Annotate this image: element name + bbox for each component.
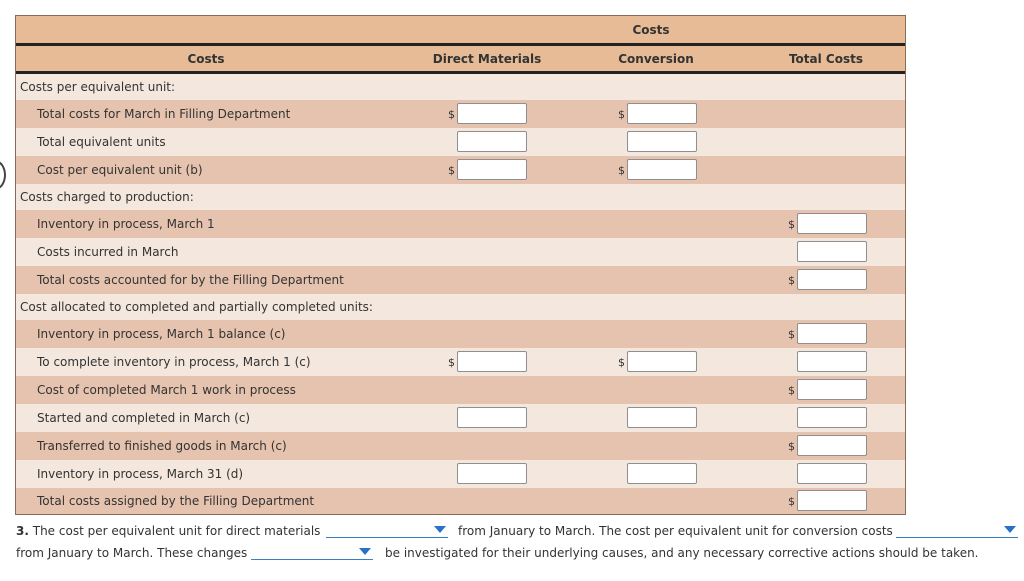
total-inventory-march31-input[interactable] <box>797 463 867 484</box>
chevron-down-icon <box>434 526 446 533</box>
dollar-sign: $ <box>448 356 455 369</box>
table-row <box>16 432 905 460</box>
row-label: Transferred to finished goods in March (c) <box>37 439 287 453</box>
question-number: 3. <box>16 524 29 538</box>
question-text-2: from January to March. The cost per equivalent unit for conversion costs <box>458 524 893 538</box>
dm-cost-per-unit-input[interactable] <box>457 159 527 180</box>
total-costs-assigned-input[interactable] <box>797 490 867 511</box>
partial-circle-decoration <box>0 160 6 190</box>
table-row <box>16 320 905 348</box>
conversion-change-dropdown[interactable] <box>896 521 1018 538</box>
table-row <box>16 488 905 514</box>
row-label: Inventory in process, March 1 balance (c) <box>37 327 286 341</box>
dollar-sign: $ <box>788 328 795 341</box>
header-group-row <box>16 16 905 43</box>
investigate-dropdown[interactable] <box>251 543 373 560</box>
row-label: Total costs assigned by the Filling Department <box>37 494 315 508</box>
dm-to-complete-input[interactable] <box>457 351 527 372</box>
dm-total-costs-input[interactable] <box>457 103 527 124</box>
conv-inventory-march31-input[interactable] <box>627 463 697 484</box>
row-label: Cost per equivalent unit (b) <box>37 163 203 177</box>
dollar-sign: $ <box>788 384 795 397</box>
question-3-line-1 <box>16 524 320 538</box>
table-row <box>16 128 905 156</box>
header-conversion: Conversion <box>618 52 694 66</box>
table-row <box>16 376 905 404</box>
section-row <box>16 184 905 210</box>
table-row <box>16 460 905 488</box>
conv-cost-per-unit-input[interactable] <box>627 159 697 180</box>
total-costs-incurred-input[interactable] <box>797 241 867 262</box>
dollar-sign: $ <box>788 274 795 287</box>
row-label: Costs charged to production: <box>20 190 194 204</box>
question-text-1: The cost per equivalent unit for direct materials <box>32 524 321 538</box>
dollar-sign: $ <box>618 164 625 177</box>
dollar-sign: $ <box>788 440 795 453</box>
total-to-complete-input[interactable] <box>797 351 867 372</box>
row-label: Total costs for March in Filling Department <box>37 107 291 121</box>
row-label: Inventory in process, March 1 <box>37 217 215 231</box>
table-row <box>16 404 905 432</box>
header-direct-materials: Direct Materials <box>432 52 542 66</box>
row-label: Total costs accounted for by the Filling Department <box>37 273 344 287</box>
question-text-3: from January to March. These changes <box>16 546 248 560</box>
table-row <box>16 348 905 376</box>
table-row <box>16 266 905 294</box>
table-row <box>16 100 905 128</box>
direct-materials-change-dropdown[interactable] <box>326 521 448 538</box>
total-completed-march1-input[interactable] <box>797 379 867 400</box>
total-costs-accounted-input[interactable] <box>797 269 867 290</box>
header-total-costs: Total Costs <box>788 52 864 66</box>
dollar-sign: $ <box>788 218 795 231</box>
dm-started-completed-input[interactable] <box>457 407 527 428</box>
conv-to-complete-input[interactable] <box>627 351 697 372</box>
chevron-down-icon <box>359 548 371 555</box>
table-row <box>16 238 905 266</box>
row-label: Inventory in process, March 31 (d) <box>37 467 244 481</box>
row-label: Cost of completed March 1 work in process <box>37 383 296 397</box>
dm-equivalent-units-input[interactable] <box>457 131 527 152</box>
conv-started-completed-input[interactable] <box>627 407 697 428</box>
chevron-down-icon <box>1004 526 1016 533</box>
row-label: Costs incurred in March <box>37 245 179 259</box>
question-text-4: be investigated for their underlying causes, and any necessary corrective actions should be taken. <box>385 546 979 560</box>
header-costs-group: Costs <box>632 23 670 37</box>
total-inventory-balance-input[interactable] <box>797 323 867 344</box>
row-label: Total equivalent units <box>37 135 166 149</box>
dollar-sign: $ <box>448 108 455 121</box>
header-costs: Costs <box>187 52 225 66</box>
total-transferred-input[interactable] <box>797 435 867 456</box>
table-row <box>16 210 905 238</box>
dollar-sign: $ <box>788 495 795 508</box>
cost-table <box>15 15 906 515</box>
dm-inventory-march31-input[interactable] <box>457 463 527 484</box>
row-label: Started and completed in March (c) <box>37 411 251 425</box>
conv-total-costs-input[interactable] <box>627 103 697 124</box>
dollar-sign: $ <box>618 108 625 121</box>
dollar-sign: $ <box>448 164 455 177</box>
total-started-completed-input[interactable] <box>797 407 867 428</box>
conv-equivalent-units-input[interactable] <box>627 131 697 152</box>
header-column-row <box>16 46 905 71</box>
dollar-sign: $ <box>618 356 625 369</box>
section-row <box>16 74 905 100</box>
section-row <box>16 294 905 320</box>
row-label: Cost allocated to completed and partially completed units: <box>20 300 373 314</box>
total-inventory-march1-input[interactable] <box>797 213 867 234</box>
row-label: Costs per equivalent unit: <box>20 80 176 94</box>
row-label: To complete inventory in process, March 1 (c) <box>37 355 311 369</box>
table-row <box>16 156 905 184</box>
